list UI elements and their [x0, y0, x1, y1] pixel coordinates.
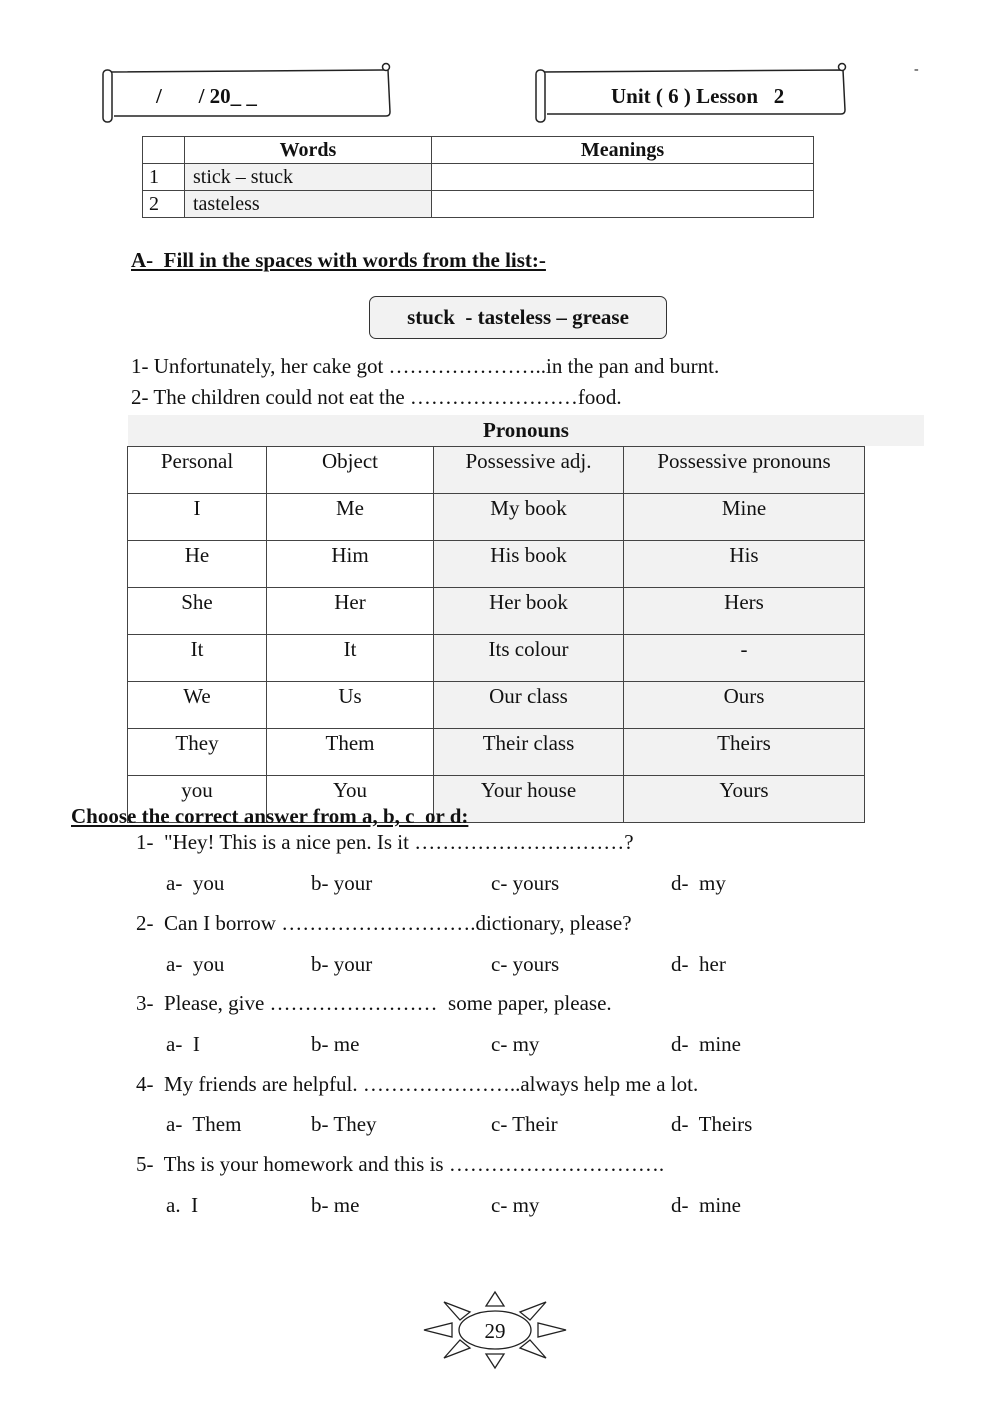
possessive-adj-cell: His book	[434, 541, 624, 588]
choose-section-heading: Choose the correct answer from a, b, c or d:	[71, 804, 469, 828]
table-row	[128, 635, 865, 682]
possessive-adj-cell: My book	[434, 494, 624, 541]
personal-cell: We	[128, 682, 267, 729]
header-personal: Personal	[128, 447, 267, 494]
row-number: 2	[143, 191, 185, 218]
option-a[interactable]: a- Them	[166, 1112, 242, 1136]
option-a[interactable]: a- you	[166, 871, 225, 895]
option-d[interactable]: d- Theirs	[671, 1112, 753, 1136]
page-number-badge	[422, 1290, 568, 1370]
header-num	[143, 137, 185, 164]
possessive-adj-cell: Our class	[434, 682, 624, 729]
object-cell: Him	[267, 541, 434, 588]
personal-cell: you	[128, 776, 267, 823]
meaning-cell[interactable]	[432, 191, 814, 218]
personal-cell: They	[128, 729, 267, 776]
corner-mark: -	[914, 62, 919, 77]
table-row	[128, 729, 865, 776]
possessive-pronoun-cell: Ours	[624, 682, 865, 729]
possessive-pronoun-cell: -	[624, 635, 865, 682]
table-row	[128, 494, 865, 541]
table-row	[128, 588, 865, 635]
option-d[interactable]: d- her	[671, 952, 726, 976]
object-cell: It	[267, 635, 434, 682]
possessive-adj-cell: Your house	[434, 776, 624, 823]
date-text: / / 20_ _	[156, 84, 257, 108]
table-header-row	[143, 137, 814, 164]
question-4: 4- My friends are helpful. …………………..always help me a lot.	[136, 1072, 699, 1096]
pronouns-title: Pronouns	[128, 415, 924, 446]
personal-cell: He	[128, 541, 267, 588]
row-number: 1	[143, 164, 185, 191]
option-c[interactable]: c- my	[491, 1193, 540, 1217]
table-row	[128, 541, 865, 588]
table-row	[143, 164, 814, 191]
possessive-adj-cell: Its colour	[434, 635, 624, 682]
option-c[interactable]: c- yours	[491, 952, 560, 976]
personal-cell: I	[128, 494, 267, 541]
possessive-pronoun-cell: Theirs	[624, 729, 865, 776]
word-cell: tasteless	[185, 191, 432, 218]
option-b[interactable]: b- They	[311, 1112, 377, 1136]
question-5: 5- Ths is your homework and this is ………………………….	[136, 1152, 665, 1176]
object-cell: You	[267, 776, 434, 823]
word-cell: stick – stuck	[185, 164, 432, 191]
option-d[interactable]: d- my	[671, 871, 726, 895]
option-b[interactable]: b- me	[311, 1193, 360, 1217]
lesson-title: Unit ( 6 ) Lesson 2	[611, 84, 785, 108]
lesson-title-banner	[533, 60, 849, 126]
possessive-pronoun-cell: Mine	[624, 494, 865, 541]
fill-sentence-2: 2- The children could not eat the ……………………food.	[131, 385, 622, 409]
object-cell: Us	[267, 682, 434, 729]
page-number: 29	[484, 1319, 506, 1343]
meaning-cell[interactable]	[432, 164, 814, 191]
option-b[interactable]: b- me	[311, 1032, 360, 1056]
header-object: Object	[267, 447, 434, 494]
header-meanings: Meanings	[432, 137, 814, 164]
option-c[interactable]: c- my	[491, 1032, 540, 1056]
pronouns-table	[127, 446, 865, 823]
question-3: 3- Please, give …………………… some paper, please.	[136, 991, 612, 1015]
object-cell: Them	[267, 729, 434, 776]
option-c[interactable]: c- yours	[491, 871, 560, 895]
table-header-row	[128, 447, 865, 494]
question-2: 2- Can I borrow ……………………….dictionary, please?	[136, 911, 632, 935]
object-cell: Me	[267, 494, 434, 541]
option-d[interactable]: d- mine	[671, 1193, 741, 1217]
table-row	[143, 191, 814, 218]
fill-sentence-1: 1- Unfortunately, her cake got …………………..in the pan and burnt.	[131, 354, 720, 378]
option-a[interactable]: a. I	[166, 1193, 199, 1217]
option-b[interactable]: b- your	[311, 952, 373, 976]
header-words: Words	[185, 137, 432, 164]
personal-cell: She	[128, 588, 267, 635]
object-cell: Her	[267, 588, 434, 635]
question-1: 1- "Hey! This is a nice pen. Is it …………………………?	[136, 830, 634, 854]
section-a-heading: A- Fill in the spaces with words from the list:-	[131, 248, 546, 272]
date-banner	[100, 60, 394, 126]
header-possessive-adj: Possessive adj.	[434, 447, 624, 494]
possessive-pronoun-cell: Hers	[624, 588, 865, 635]
possessive-pronoun-cell: His	[624, 541, 865, 588]
table-row	[128, 682, 865, 729]
option-a[interactable]: a- I	[166, 1032, 200, 1056]
possessive-adj-cell: Her book	[434, 588, 624, 635]
possessive-adj-cell: Their class	[434, 729, 624, 776]
personal-cell: It	[128, 635, 267, 682]
option-b[interactable]: b- your	[311, 871, 373, 895]
word-list-box: stuck - tasteless – grease	[369, 296, 667, 339]
option-d[interactable]: d- mine	[671, 1032, 741, 1056]
possessive-pronoun-cell: Yours	[624, 776, 865, 823]
option-c[interactable]: c- Their	[491, 1112, 558, 1136]
vocabulary-table	[142, 136, 814, 218]
option-a[interactable]: a- you	[166, 952, 225, 976]
header-possessive-pronouns: Possessive pronouns	[624, 447, 865, 494]
